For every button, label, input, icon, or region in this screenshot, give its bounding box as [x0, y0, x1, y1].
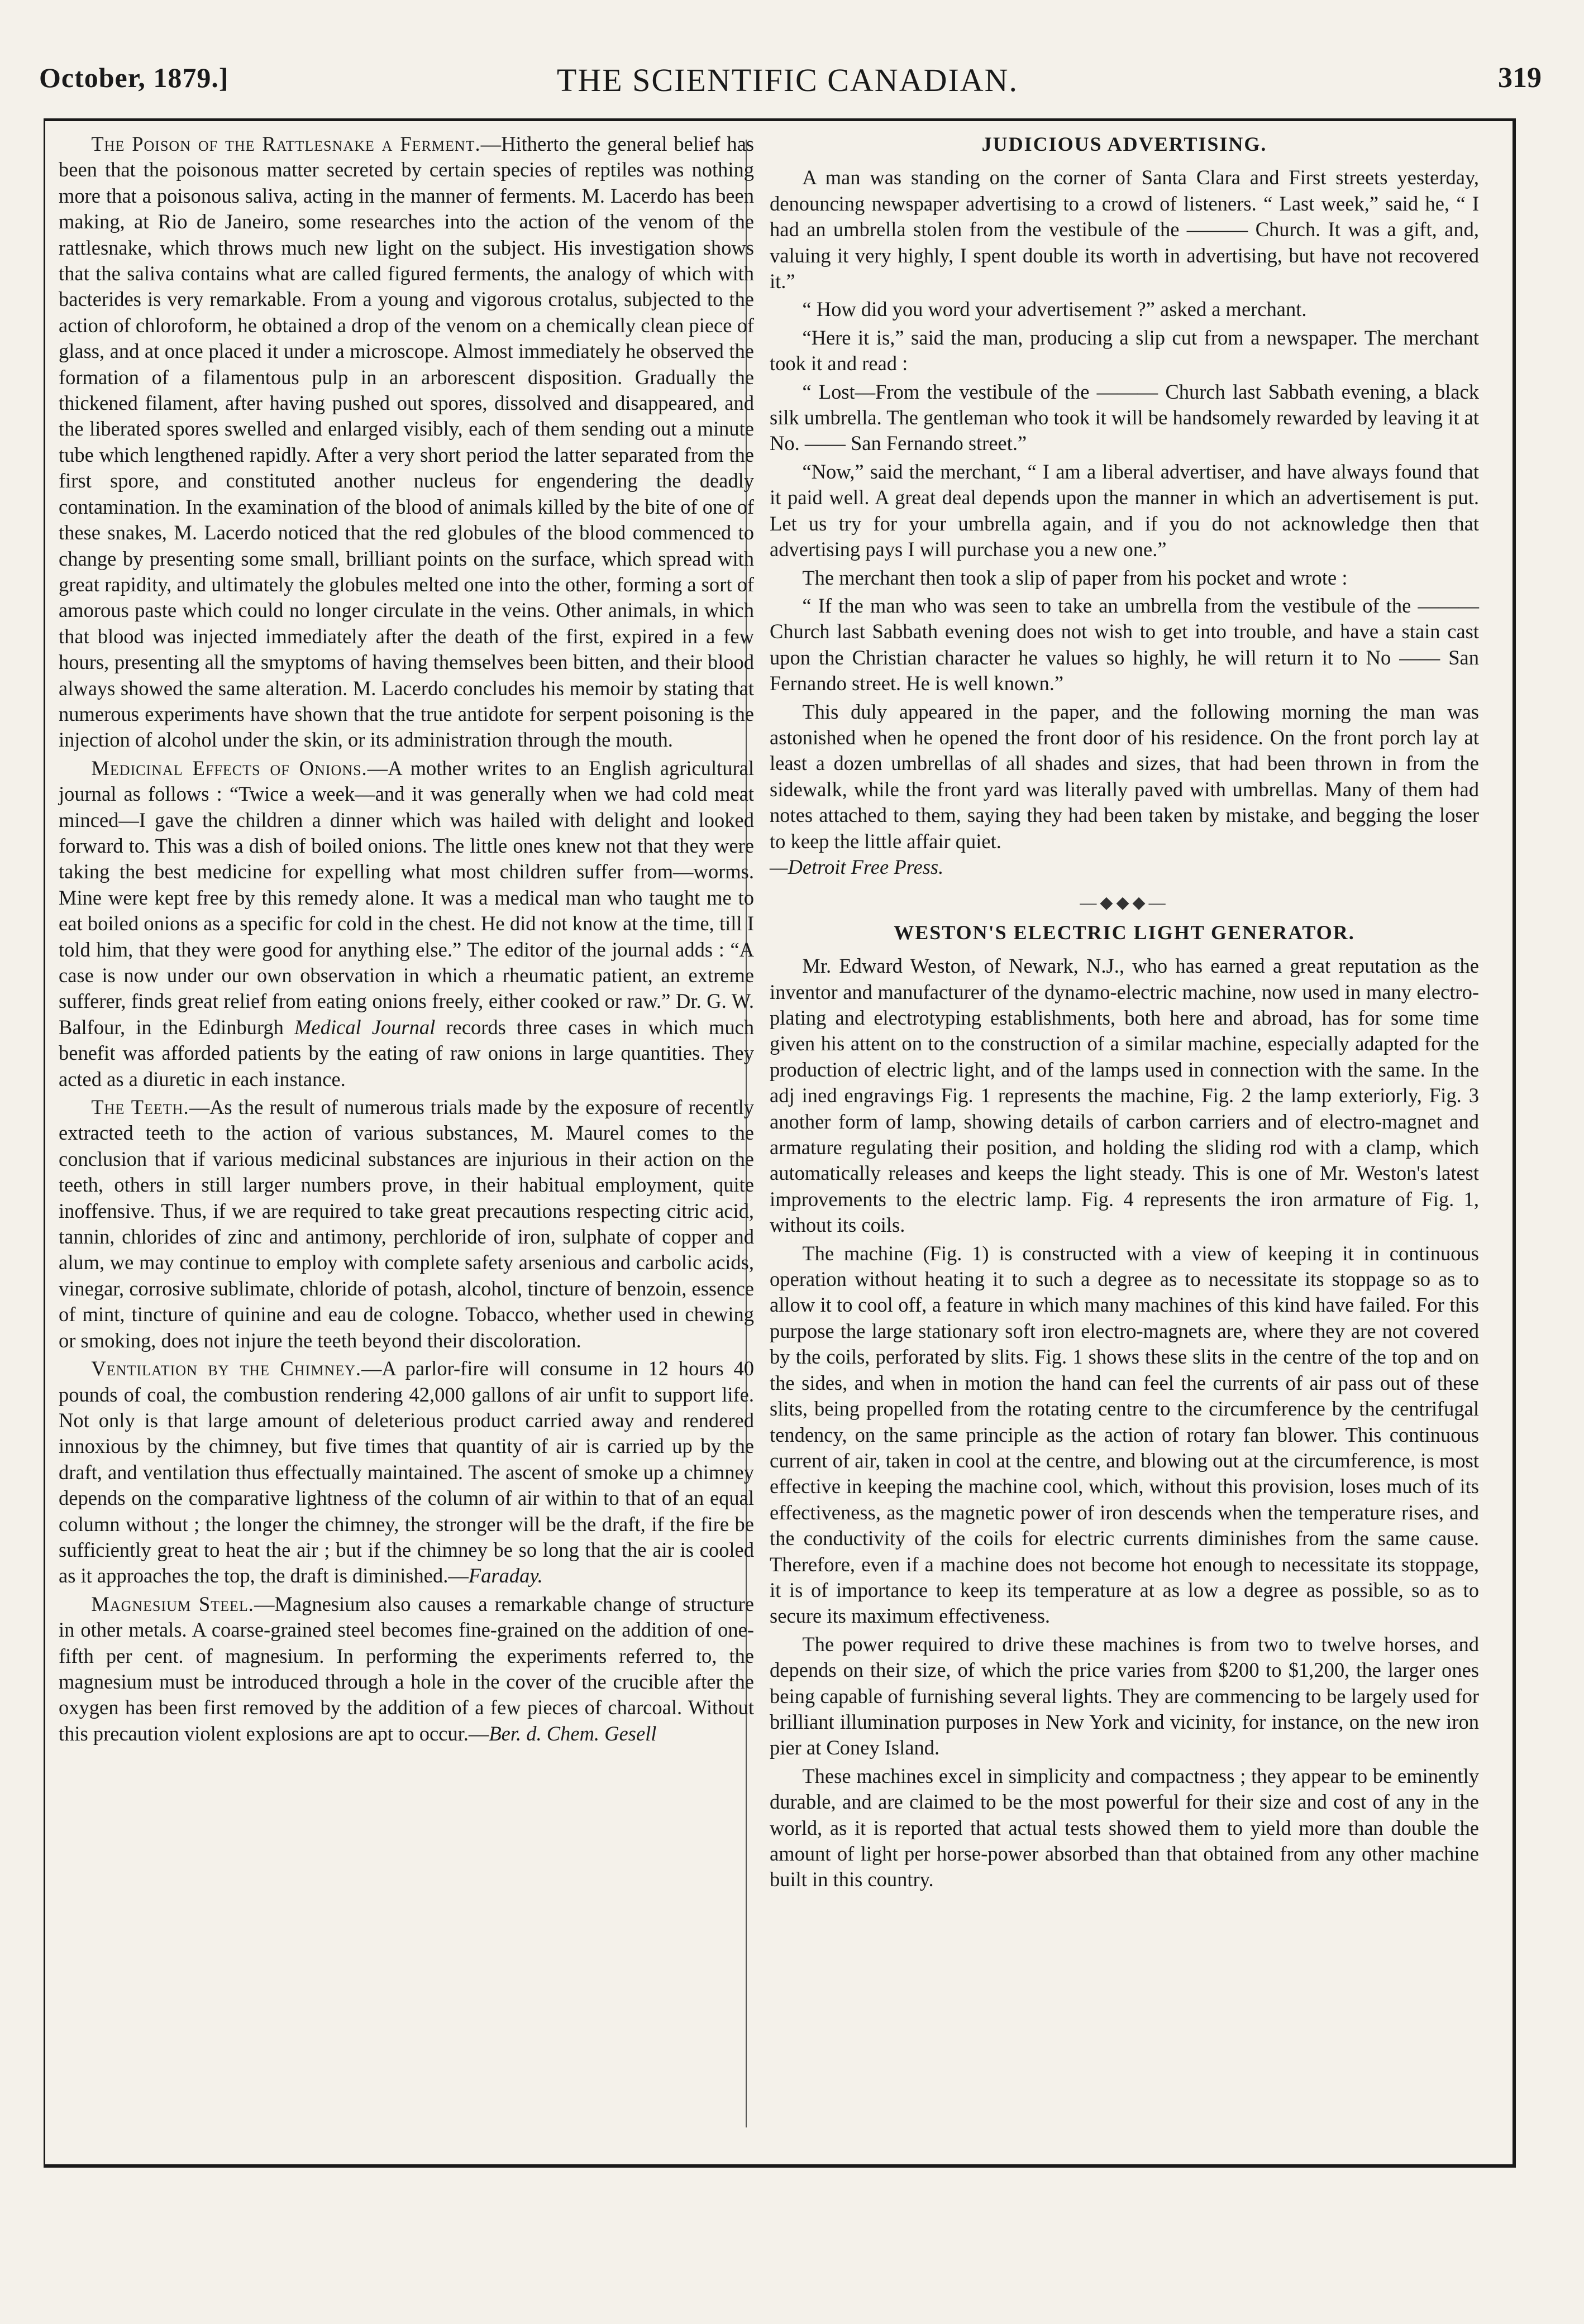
article-body: —A mother writes to an English agricultural journal as follows : “Twice a week—and it was generally when we had cold meat minced—I gave the children a dinner which was hailed with delight and looked forward to. This was a dish of boiled onions. The little ones knew not that they were taking the best medicine for expelling what most children suffer from—worms. Mine were kept free by this remedy alone. It was a medical man who taught me to eat boiled onions as a specific for cold in the chest. He did not know at the time, till I told him, that they were good for anything else.” The editor of the journal adds : “A case is now under our own observation in which a rheumatic patient, an extreme sufferer, finds great relief from eating onions freely, either cooked or raw.” Dr. G. W. Balfour, in the Edinburgh — [59, 756, 754, 1039]
article-teeth — [59, 1094, 754, 1354]
paragraph: “ Lost—From the vestibule of the ——— Church last Sabbath evening, a black silk umbrella. The gentleman who took it will be handsomely rewarded by leaving it at No. —— San Fernando street.” — [770, 380, 1479, 455]
article-body: —A parlor-fire will consume in 12 hours 40 pounds of coal, the combustion rendering 42,000 gallons of air unfit to support life. Not only is that large amount of deleterious product carried away and rendered innoxious by the chimney, but five times that quantity of air is carried up by the draft, and ventilation thus effectually maintained. The ascent of smoke up a chimney depends on the comparative lightness of the column of air within to that of an equal column without ; the longer the chimney, the stronger will be the draft, if the fire be sufficiently great to heat the air ; but if the chimney be so long that the air is cooled as it approaches the top, the draft is diminished.— — [59, 1357, 754, 1587]
publication-title: THE SCIENTIFIC CANADIAN. — [556, 62, 1019, 98]
right-column — [770, 131, 1479, 1893]
paragraph: “ If the man who was seen to take an umbrella from the vestibule of the ——— Church last Sabbath evening does not wish to get into trouble, and have a stain cast upon the Christian character he values so highly, he will return it to No —— San Fernando street. He is well known.” — [770, 594, 1479, 695]
article-lead: The Teeth. — [91, 1096, 189, 1119]
paragraph: The machine (Fig. 1) is constructed with a view of keeping it in continuous operation without heating it to such a degree as to necessitate its stoppage so as to allow it to cool off, a feature in which many machines of this kind have failed. For this purpose the large stationary soft iron electro-magnets are, where they are not covered by the coils, perforated by slits. Fig. 1 shows these slits in the centre of the top and on the sides, and when in motion the hand can feel the currents of air pass out of these slits, being propelled from the rotating centre to the circumference by the centrifugal tendency, on the same principle as the action of rotary fan blower. This continuous current of air, taken in cool at the centre, and blowing out at the circumference, is most effective in keeping the machine cool, which, without this provision, loses much of its effectiveness, as the magnetic power of iron descends when the temperature rises, and the conductivity of the coils for electric currents diminishes from the same cause. Therefore, even if a machine does not become hot enough to necessitate its stoppage, it is of importance to keep its temperature at as low a degree as possible, so as to secure its maximum effectiveness. — [770, 1241, 1479, 1628]
article-ventilation — [59, 1356, 754, 1589]
paragraph: Mr. Edward Weston, of Newark, N.J., who has earned a great reputation as the inventor and manufacturer of the dynamo-electric machine, now used in many electro-plating and electrotyping establishments, both here and abroad, has for some time given his attent on to the construction of a similar machine, especially adapted for the production of electric light, and of the lamps used in connection with the same. In the adj ined engravings Fig. 1 represents the machine, Fig. 2 the lamp exteriorly, Fig. 3 another form of lamp, showing details of carbon carriers and of electro-magnet and armature regulating their position, and holding the sliding rod with a clamp, which automatically releases and keeps the light steady. This is one of Mr. Weston's latest improvements to the electric lamp. Fig. 4 represents the iron armature of Fig. 1, without its coils. — [770, 954, 1479, 1237]
paragraph: “ How did you word your advertisement ?” asked a merchant. — [802, 298, 1307, 321]
left-column — [59, 131, 754, 1747]
article-body: —As the result of numerous trials made by the exposure of recently extracted teeth to the action of various substances, M. Maurel comes to the conclusion that if various medicinal substances are injurious in their action on the teeth, others in still larger numbers prove, in their habitual employment, quite inoffensive. Thus, if we are required to take great precautions respecting citric acid, tannin, chlorides of zinc and antimony, perchloride of iron, sulphate of copper and alum, we may continue to employ with complete safety arsenious and carbolic acids, vinegar, corrosive sublimate, chloride of potash, alcohol, tincture of benzoin, essence of mint, tincture of quinine and eau de cologne. Tobacco, whether used in chewing or smoking, does not injure the teeth beyond their discoloration. — [59, 1096, 754, 1352]
paragraph — [770, 699, 1479, 881]
paragraph: “Here it is,” said the man, producing a slip cut from a newspaper. The merchant took it and read : — [770, 326, 1479, 375]
article-source: Faraday. — [468, 1564, 543, 1587]
article-lead: The Poison of the Rattlesnake a Ferment. — [91, 132, 481, 155]
page-number: 319 — [1498, 62, 1542, 94]
journal-name: Medical Journal — [294, 1015, 436, 1039]
paragraph: These machines excel in simplicity and compactness ; they appear to be eminently durable, and are claimed to be the most powerful for their size and cost of any in the world, as it is reported that actual tests showed them to yield more than double the amount of light per horse-power absorbed than that obtained from any other machine built in this country. — [770, 1764, 1479, 1891]
paragraph-text: This duly appeared in the paper, and the following morning the man was astonished when he opened the front door of his residence. On the front porch lay at least a dozen umbrellas of all shades and sizes, that had been thrown in from the sidewalk, while the front yard was literally paved with umbrellas. Many of them had notes attached to them, saying they had been taken by mistake, and begging the loser to keep the little affair quiet. — [770, 700, 1479, 853]
heading-weston-generator: WESTON'S ELECTRIC LIGHT GENERATOR. — [894, 921, 1355, 944]
paragraph: The merchant then took a slip of paper from his pocket and wrote : — [802, 566, 1348, 589]
section-ornament: —◆◆◆— — [1080, 893, 1169, 912]
paragraph: A man was standing on the corner of Santa Clara and First streets yesterday, denouncing newspaper advertising to a crowd of listeners. “ Last week,” said he, “ I had an umbrella stolen from the vestibule of the ——— Church. It was a gift, and, valuing it very highly, I spent double its worth in advertising, but have not recovered it.” — [770, 166, 1479, 293]
article-magnesium — [59, 1591, 754, 1747]
article-body: —Hitherto the general belief has been that the poisonous matter secreted by certain species of reptiles was nothing more that a poisonous saliva, acting in the manner of ferments. M. Lacerdo has been making, at Rio de Janeiro, some researches into the action of the venom of the rattlesnake, which throws much new light on the subject. His investigation shows that the saliva contains what are called figured ferments, the analogy of which with bacterides is very remarkable. From a young and vigorous crotalus, subjected to the action of chloroform, he obtained a drop of the venom on a chemically clean piece of glass, and at once placed it under a microscope. Almost immediately he observed the formation of a filamentous pulp in an arborescent disposition. Gradually the thickened filament, after having pushed out spores, dissolved and disappeared, and the liberated spores swelled and enlarged visibly, each of them sending out a minute tube which lengthened rapidly. After a very short period the latter separated from the first spore, and constituted another nucleus for engendering the deadly contamination. In the examination of the blood of animals killed by the bite of one of these snakes, M. Lacerdo noticed that the red globules of the blood commenced to change by presenting some small, brilliant points on the surface, which spread with great rapidity, and ultimately the globules melted one into the other, forming a sort of amorous paste which could no longer circulate in the veins. Other animals, in which that blood was injected immediately after the death of the first, expired in a few hours, presenting all the smyptoms of having themselves been bitten, and their blood always showed the same alteration. M. Lacerdo concludes his memoir by stating that numerous experiments have shown that the true antidote for serpent poisoning is the injection of alcohol under the skin, or its administration through the mouth. — [59, 132, 755, 752]
article-lead: Magnesium Steel. — [91, 1592, 254, 1615]
article-rattlesnake — [59, 131, 754, 753]
heading-judicious-advertising: JUDICIOUS ADVERTISING. — [981, 133, 1267, 155]
paragraph: “Now,” said the merchant, “ I am a liberal advertiser, and have always found that it paid well. A great deal depends upon the manner in which an advertisement is put. Let us try for your umbrella again, and if you do not acknowledge then that advertising pays I will purchase you a new one.” — [770, 460, 1479, 561]
page-header — [34, 61, 1542, 106]
article-source: —Detroit Free Press. — [770, 855, 944, 878]
article-lead: Medicinal Effects of Onions. — [91, 756, 368, 780]
article-source: Ber. d. Chem. Gesell — [489, 1722, 657, 1745]
article-body: records three cases in which much benefit was afforded patients by the eating of raw onions in large quantities. They acted as a diuretic in each instance. — [59, 1015, 755, 1091]
article-lead: Ventilation by the Chimney. — [91, 1357, 362, 1380]
issue-date: October, 1879.] — [39, 62, 229, 93]
article-onions — [59, 755, 754, 1092]
paragraph: The power required to drive these machines is from two to twelve horses, and depends on their size, of which the price varies from $200 to $1,200, the larger ones being capable of furnishing several lights. They are commencing to be largely used for brilliant illumination purposes in New York and vicinity, for instance, on the new iron pier at Coney Island. — [770, 1632, 1479, 1759]
article-body: —Magnesium also causes a remarkable change of structure in other metals. A coarse-grained steel becomes fine-grained on the addition of one-fifth per cent. of magnesium. In performing the experiments referred to, the magnesium must be introduced through a hole in the cover of the crucible after the oxygen has been first removed by the addition of a few pieces of charcoal. Without this precaution violent explosions are apt to occur.— — [59, 1592, 754, 1745]
